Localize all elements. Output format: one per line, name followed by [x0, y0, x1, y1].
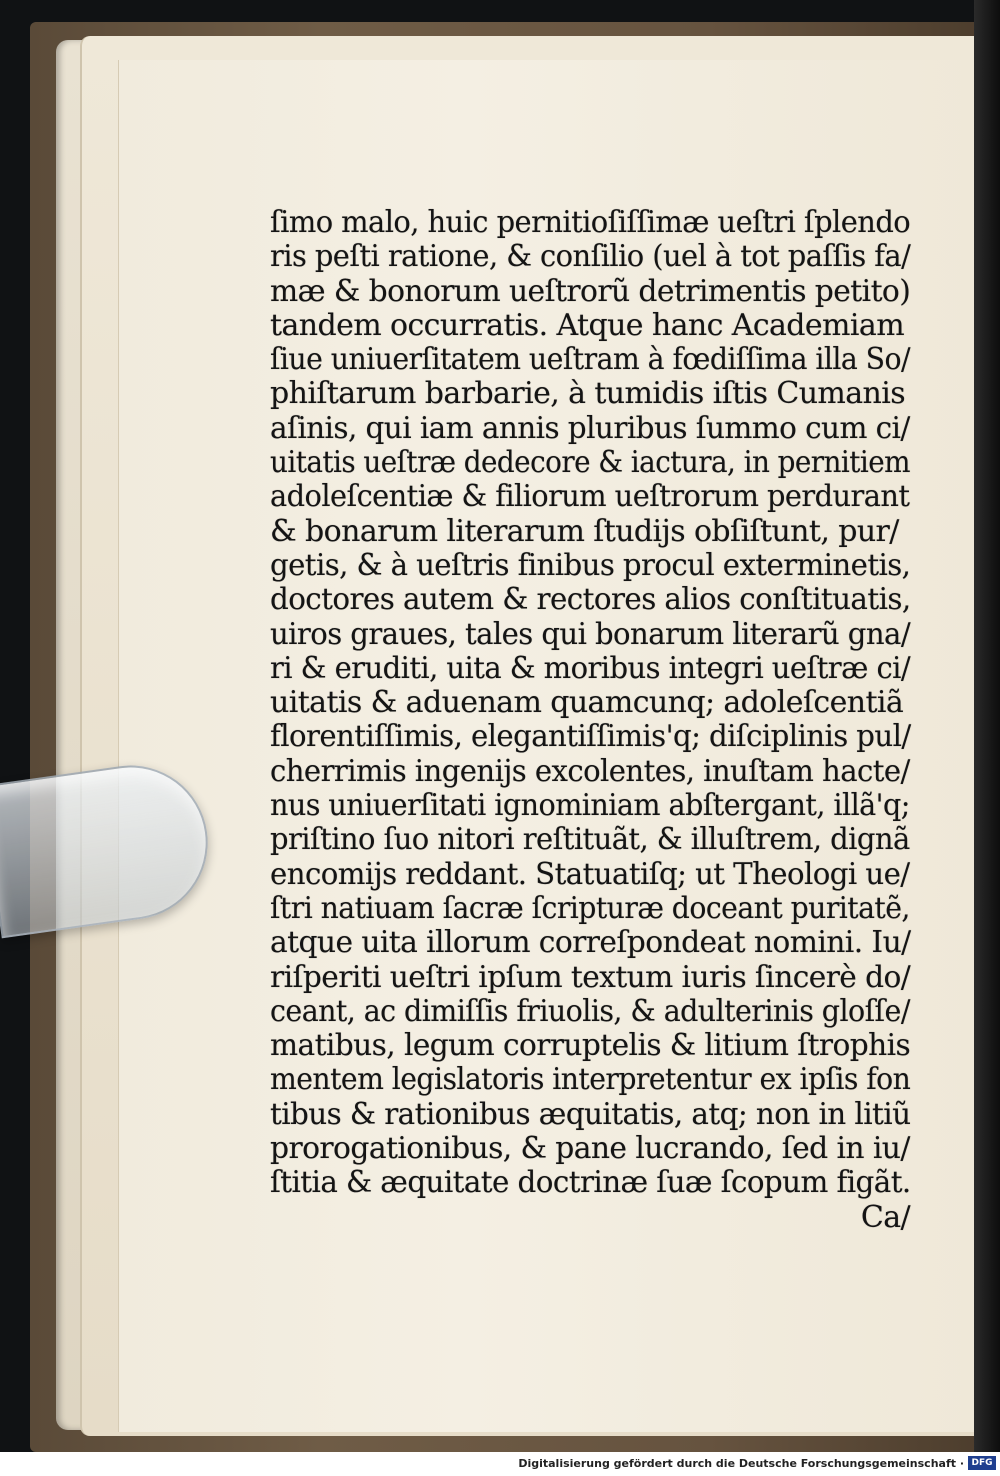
text-line: encomijs reddant. Statuatiſq; ut Theologi ue/ — [270, 856, 910, 892]
book-gutter — [974, 0, 1000, 1452]
catchword: Ca/ — [860, 1199, 910, 1235]
printed-text-block — [270, 206, 910, 1235]
text-line: mæ & bonorum ueſtrorũ detrimentis petito) — [270, 273, 911, 309]
text-line: nus uniuerſitati ignominiam abſtergant, illã'q; — [270, 788, 910, 824]
text-line: ſtri natiuam ſacræ ſcripturæ doceant puritatẽ, — [270, 890, 910, 926]
text-line: mentem legislatoris interpretentur ex ipſis fon — [270, 1062, 911, 1098]
footer-bar — [0, 1452, 1000, 1476]
text-line: ſtitia & æquitate doctrinæ ſuæ ſcopum figãt. — [270, 1165, 911, 1201]
text-line: aſinis, qui iam annis pluribus ſummo cum ci/ — [270, 410, 910, 446]
text-line: prorogationibus, & pane lucrando, ſed in iu/ — [270, 1131, 910, 1167]
text-line: ris peſti ratione, & conſilio (uel à tot paſſis fa/ — [270, 239, 911, 275]
text-line: uiros graues, tales qui bonarum literarũ gna/ — [270, 616, 911, 652]
text-line: florentiſſimis, elegantiſſimis'q; diſciplinis pul/ — [270, 719, 911, 755]
text-line: uitatis ueſtræ dedecore & iactura, in pernitiem — [270, 445, 911, 481]
text-line: & bonarum literarum ſtudijs obſiſtunt, pur/ — [270, 513, 899, 549]
text-line: ſiue uniuerſitatem ueſtram à fœdiſſima illa So/ — [270, 342, 910, 378]
text-line: ſimo malo, huic pernitioſiſſimæ ueſtri ſplendo — [270, 205, 911, 240]
text-line: doctores autem & rectores alios conſtituatis, — [270, 582, 911, 618]
text-line: uitatis & aduenam quamcunq; adoleſcentiã — [270, 685, 904, 721]
text-line: ceant, ac dimiſſis friuolis, & adulterinis gloſſe/ — [270, 993, 910, 1029]
text-line: cherrimis ingenijs excolentes, inuſtam hacte/ — [270, 753, 910, 789]
text-line: tandem occurratis. Atque hanc Academiam — [270, 307, 905, 343]
text-line: matibus, legum corruptelis & litium ſtrophis — [270, 1028, 911, 1064]
text-line: ri & eruditi, uita & moribus integri ueſtræ ci/ — [270, 650, 911, 686]
text-line: phiſtarum barbarie, à tumidis iſtis Cumanis — [270, 376, 906, 412]
text-line: getis, & à ueſtris finibus procul exterminetis, — [270, 547, 911, 583]
text-line: priſtino ſuo nitori reſtituãt, & illuſtrem, dignã — [270, 822, 910, 858]
text-line: riſperiti ueſtri ipſum textum iuris ſincerè do/ — [270, 959, 911, 995]
funding-credit: Digitalisierung gefördert durch die Deutsche Forschungsgemeinschaft · — [518, 1457, 964, 1470]
dfg-logo-icon: DFG — [968, 1456, 996, 1470]
text-line: tibus & rationibus æquitatis, atq; non in litiũ — [270, 1096, 911, 1132]
text-line: adoleſcentiæ & filiorum ueſtrorum perdurant — [270, 479, 910, 515]
text-line: atque uita illorum correſpondeat nomini. Iu/ — [270, 925, 911, 961]
